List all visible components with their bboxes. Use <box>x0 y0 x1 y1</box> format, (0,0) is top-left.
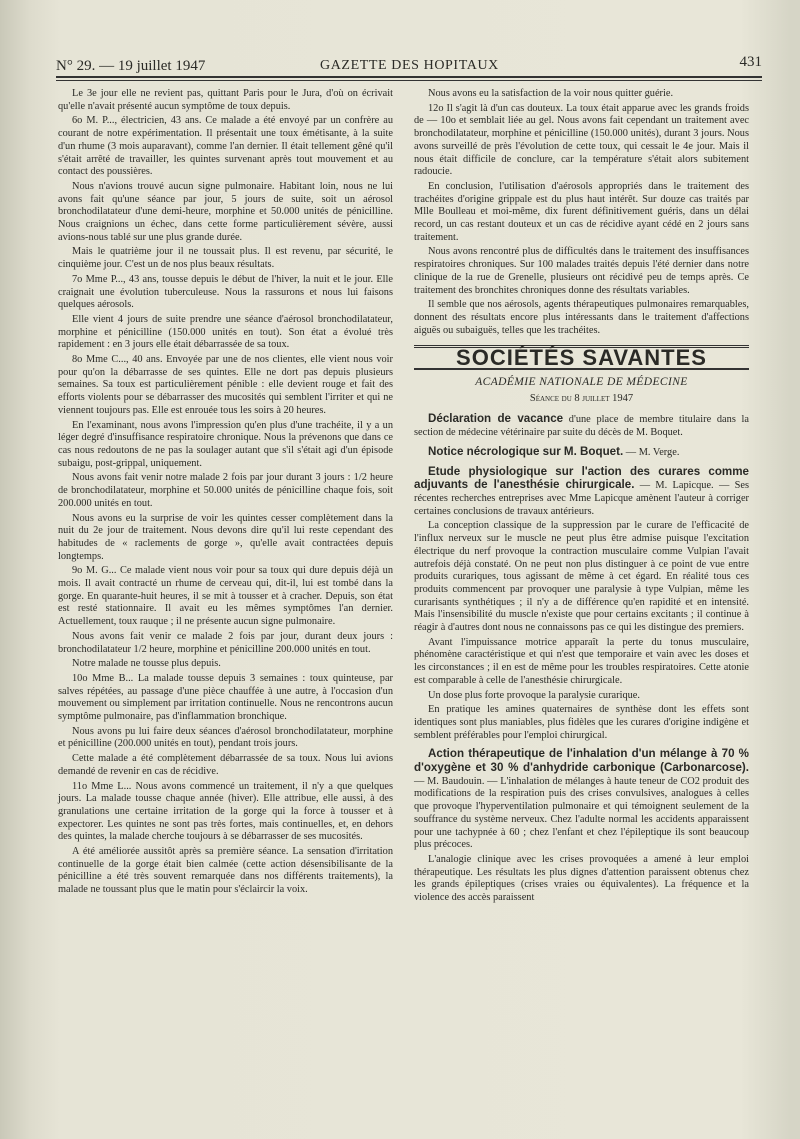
paragraph: 12o Il s'agit là d'un cas douteux. La toux était apparue avec les grands froids de — 10o et semblait liée au gel. Nous avons fait cependant un traitement avec bronchodilatateur, morphine et pénicilline (150.000 unités), durant 3 jours. Nous avons surveillé de près l'évolution de cette toux, qui cessait le 4e jour. Mais il nous était difficile de conclure, car la température s'était alors subitement radoucie. <box>414 102 749 178</box>
paragraph: 10o Mme B... La malade tousse depuis 3 semaines : toux quinteuse, par salves répétées, au passage d'une pièce chauffée à une autre, à l'occasion d'un mouvement ou simplement par irritation continuelle. Nous ne rencontrons aucun symptôme pulmonaire, pas d'inflammation bronchique. <box>58 672 393 723</box>
journal-title: GAZETTE DES HOPITAUX <box>320 58 499 73</box>
header-rule <box>56 76 762 78</box>
paragraph: Cette malade a été complètement débarrassée de sa toux. Nous lui avions demandé de revenir en cas de récidive. <box>58 753 393 777</box>
article-body: d'une place de membre titulaire dans la section de médecine vétérinaire par suite du décès de M. Boquet. <box>414 414 749 439</box>
issue-date: N° 29. — 19 juillet 1947 <box>56 58 206 74</box>
articles <box>414 413 749 904</box>
article-title: Déclaration de vacance <box>428 412 564 426</box>
article-body: — M. Verge. <box>623 446 680 458</box>
paragraph: Nous avons rencontré plus de difficultés dans le traitement des insuffisances respiratoires chroniques. Sur 100 malades traités depuis l'été dernier dans notre clinique de la rue de Grenelle, plusieurs ont récidivé peu de temps après. Ce traitement des bronchites chroniques donne des résultats variables. <box>414 246 749 296</box>
paragraph: Le 3e jour elle ne revient pas, quittant Paris pour le Jura, d'où on écrivait qu'elle n'avait présenté aucun symptôme de toux depuis. <box>58 88 393 112</box>
academy-heading: ACADÉMIE NATIONALE DE MÉDECINE <box>475 376 688 389</box>
left-column <box>58 88 393 899</box>
paragraph: Nous avons pu lui faire deux séances d'aérosol bronchodilatateur, morphine et pénicilline (200.000 unités en tout), pendant trois jours. <box>58 725 393 750</box>
paragraph: Nous n'avions trouvé aucun signe pulmonaire. Habitant loin, nous ne lui avons fait qu'une séance par jour, 5 jours de suite, soit un aérosol bronchodilatateur d'une demi-heure, morphine et 50.000 unités de pénicilline. Nous craignions un échec, dans cette forme particulièrement sévère, aussi avions-nous tablé sur une plus grande durée. <box>58 180 393 243</box>
page-number: 431 <box>739 54 762 70</box>
article-body: — M. Baudouin. — L'inhalation de mélanges à haute teneur de CO2 produit des modifications de la respiration puis des crises convulsives, analogues à celles que provoque l'hyperventilation pulmonaire et qui témoignent seulement de la souffrance du système nerveux. Chez l'adulte normal les accidents apparaissent pour une tachypnée à 60 ; chez l'enfant et chez l'épileptique ils sont beaucoup plus précoces. <box>414 775 749 851</box>
article-title: Notice nécrologique sur M. Boquet. <box>428 444 624 458</box>
article-paragraph: Un dose plus forte provoque la paralysie curarique. <box>428 689 640 701</box>
article-paragraph: En pratique les amines quaternaires de synthèse dont les effets sont identiques sont plus maniables, plus fidèles que les curares d'origine indigène et semblent préférables pour l'emploi chirurgical. <box>414 704 749 741</box>
paragraph: Nous avons eu la satisfaction de la voir nous quitter guérie. <box>428 88 674 99</box>
page-header <box>56 52 762 74</box>
article-lead <box>414 466 749 519</box>
article <box>414 446 749 460</box>
article <box>414 466 749 743</box>
article <box>414 413 749 439</box>
paragraph: 6o M. P..., électricien, 43 ans. Ce malade a été envoyé par un confrère au courant de notre expérimentation. Il présentait une toux émétisante, à la suite d'un rhume (3 mois auparavant), comme l'an dernier. Il était tellement gêné qu'il s'était arrêté de travailler, les quintes survenant après tout mouvement et au contact des poussières. <box>58 115 393 178</box>
paragraph: Il semble que nos aérosols, agents thérapeutiques pulmonaires remarquables, donnent des résultats encore plus intéressants dans le traitement d'affections aiguës ou subaiguës, telles que les trachéites. <box>414 299 749 336</box>
article-lead <box>414 413 749 439</box>
article-body: — M. Lapicque. — Ses récentes recherches entreprises avec Mme Lapicque amènent l'auteur à corriger certaines conclusions de travaux antérieurs. <box>414 480 749 517</box>
paragraph: Nous avons eu la surprise de voir les quintes cesser complètement dans la nuit du 2e jour de traitement. Nous devons dire qu'il lui reste cependant des habitudes de « raclements de gorge », qu'elle avait contractées depuis longtemps. <box>58 512 393 562</box>
paragraph: En conclusion, l'utilisation d'aérosols appropriés dans le traitement des trachéites d'origine grippale est du plus haut intérêt. Sur douze cas traités par Mlle Boulleau et moi-même, dix furent définitivement guéris, dans un délai record, un cas restant douteux et un cas de récidive ayant cédé en 2 jours sans traitement. <box>414 180 749 243</box>
right-column <box>414 88 749 907</box>
paragraph: Elle vient 4 jours de suite prendre une séance d'aérosol bronchodilatateur, morphine et pénicilline (150.000 unités en tout). Son état a évolué très rapidement : en 3 jours elle était débarrassée de sa toux. <box>58 313 393 351</box>
seance-date: Séance du 8 juillet 1947 <box>529 392 634 404</box>
article-paragraph: Avant l'impuissance motrice apparaît la perte du tonus musculaire, phénomène caractéristique et qui n'est que temporaire et vain avec les doses et les circonstances ; il en est de même pour les troubles respiratoires. Cette atonie est comparable à celle de l'anesthésie chirurgicale. <box>414 636 749 686</box>
article <box>414 748 749 904</box>
paragraph: 11o Mme L... Nous avons commencé un traitement, il n'y a que quelques jours. La malade tousse chaque année (hiver). Elle attribue, elle aussi, à des granulations une certaine irritation de la gorge qui la force à tousser et à expectorer. Les quintes ne sont pas très fortes, mais continuelles, et, en dehors des quintes, la malade cherche toujours à se débarrasser de ses mucosités. <box>58 780 393 843</box>
paragraph: Mais le quatrième jour il ne toussait plus. Il est revenu, par sécurité, le cinquième jour. C'est un de nos plus beaux résultats. <box>58 246 393 271</box>
right-column-text <box>414 88 749 337</box>
article-lead <box>414 446 749 460</box>
article-paragraph: La conception classique de la suppression par le curare de l'efficacité de l'influx nerveux sur le muscle ne peut plus être admise puisque l'excitation électrique du nerf provoque la contraction musculaire comme Vulpian l'avait autrefois déjà constaté. On ne peut non plus distinguer à ce point de vue entre produits curariques, tous agissant de même à cet égard. En réalité tous ces produits commencent par provoquer une paralysie à type Vulpian, même les curarisants synthétiques ; il n'y a de différence qu'en rapidité et en intensité. Mais l'insensibilité du muscle n'existe que pour certains excitants ; il continue à réagir à d'autres dont nous ne connaissons pas ce qui les distingue des premiers. <box>414 520 749 634</box>
header-rule-thin <box>56 80 762 81</box>
article-paragraph: L'analogie clinique avec les crises provoquées a amené à leur emploi thérapeutique. Les résultats les plus dignes d'attention paraissent obtenus chez les grands épileptiques (crises vraies ou équivalentes). La fréquence et la violence des accès paraissent <box>414 853 749 904</box>
paragraph: En l'examinant, nous avons l'impression qu'en plus d'une trachéite, il y a un léger degré d'insuffisance respiratoire chronique. Nous la prévenons que dans ce cas nous redoutons de ne pas la soulager autant que s'il s'était agi d'un épisode subaigu, post-grippal, uniquement. <box>58 419 393 469</box>
article-title: Etude physiologique sur l'action des curares comme adjuvants de l'anesthésie chirurgicale. <box>414 464 749 492</box>
article-title: Action thérapeutique de l'inhalation d'un mélange à 70 % d'oxygène et 30 % d'anhydride carbonique (Carbonarcose). <box>414 747 749 775</box>
section-title: SOCIÉTÉS SAVANTES <box>414 345 749 370</box>
paragraph: Notre malade ne tousse plus depuis. <box>72 658 221 670</box>
paragraph: 9o M. G... Ce malade vient nous voir pour sa toux qui dure depuis déjà un mois. Il avait contracté un rhume de cerveau qui, dit-il, lui est tombé dans la gorge. En quarante-huit heures, il se mit à tousser et à cracher. Depuis, son état est resté stationnaire. Il avait eu les mêmes symptômes l'an dernier. Actuellement, toux rauque ; il ne présente aucun signe pulmonaire. <box>58 565 393 628</box>
paragraph: Nous avons fait venir ce malade 2 fois par jour, durant deux jours : bronchodilatateur 1/2 heure, morphine et pénicilline 200.000 unités en tout. <box>58 630 393 655</box>
paragraph: 8o Mme C..., 40 ans. Envoyée par une de nos clientes, elle vient nous voir pour qu'on la débarrasse de ses quintes. Elle ne dort pas depuis plusieurs semaines. Sa toux est particulièrement pénible : elle devient rouge et fait des efforts violents pour se débarrasser des mucosités qui semblent l'irriter et qui ne viennent toujours pas. Elle est enrouée tous les soirs à 20 heures. <box>58 354 393 416</box>
paragraph: 7o Mme P..., 43 ans, tousse depuis le début de l'hiver, la nuit et le jour. Elle craignait une évolution tuberculeuse. Nous la rassurons et nous lui faisons quelques aérosols. <box>58 273 393 311</box>
article-lead <box>414 748 749 852</box>
paragraph: Nous avons fait venir notre malade 2 fois par jour durant 3 jours : 1/2 heure de bronchodilatateur, morphine et 50.000 unités de pénicilline chaque fois, soit 200.000 unités en tout. <box>58 472 393 509</box>
paragraph: A été améliorée aussitôt après sa première séance. La sensation d'irritation continuelle de la gorge était bien calmée (cette action désensibilisante de la pénicilline a été très souvent remarquée dans nos différents traitements), la malade ne toussant plus que le matin pour s'éclaircir la voix. <box>58 846 393 896</box>
